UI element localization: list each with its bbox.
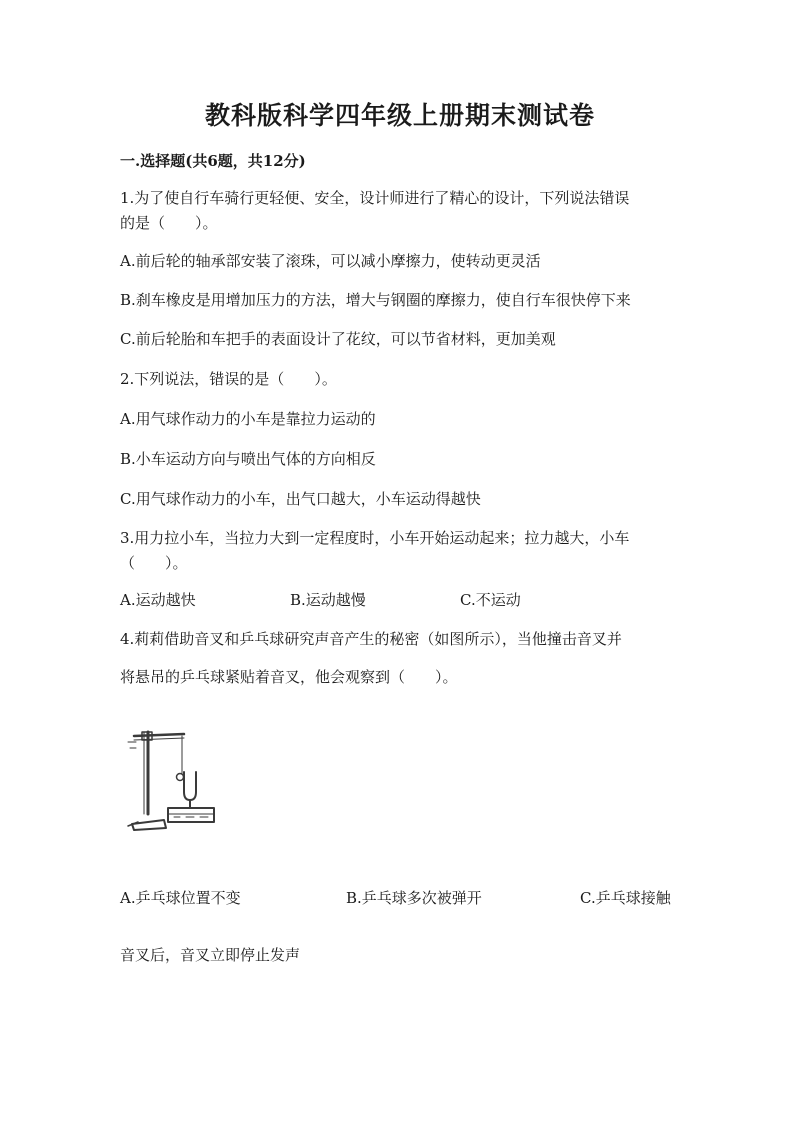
question-2-stem-line-1: 2.下列说法，错误的是（ ）。 <box>120 370 337 388</box>
question-3-stem-line-1: 3.用力拉小车，当拉力大到一定程度时，小车开始运动起来；拉力越大，小车 <box>120 529 630 547</box>
page-title: 教科版科学四年级上册期末测试卷 <box>204 101 595 130</box>
question-4-stem-line-1: 4.莉莉借助音叉和乒乓球研究声音产生的秘密（如图所示），当他撞击音叉并 <box>120 630 622 648</box>
question-4-option-c-continuation: 音叉后，音叉立即停止发声 <box>120 946 301 964</box>
question-4-option-b: B.乒乓球多次被弹开 <box>346 889 482 907</box>
question-1-option-b: B.刹车橡皮是用增加压力的方法，增大与钢圈的摩擦力，使自行车很快停下来 <box>120 291 631 309</box>
section-heading: 一.选择题(共6题，共12分) <box>120 152 306 170</box>
question-4-option-c: C.乒乓球接触 <box>580 889 671 907</box>
question-4-option-a: A.乒乓球位置不变 <box>120 889 241 907</box>
question-1-stem-line-2: 的是（ ）。 <box>120 214 218 232</box>
question-3-option-c: C.不运动 <box>460 591 521 609</box>
question-1-option-c: C.前后轮胎和车把手的表面设计了花纹，可以节省材料，更加美观 <box>120 330 556 348</box>
question-2-option-a: A.用气球作动力的小车是靠拉力运动的 <box>120 410 376 428</box>
question-3-stem-line-2: （ ）。 <box>120 554 188 572</box>
question-2-option-b: B.小车运动方向与喷出气体的方向相反 <box>120 450 376 468</box>
question-2-option-c: C.用气球作动力的小车，出气口越大，小车运动得越快 <box>120 490 481 508</box>
tuning-fork-pingpong-apparatus-icon <box>124 722 220 834</box>
question-4-stem-line-2: 将悬吊的乒乓球紧贴着音叉，他会观察到（ ）。 <box>120 668 458 686</box>
question-3-option-a: A.运动越快 <box>120 591 196 609</box>
question-1-option-a: A.前后轮的轴承部安装了滚珠，可以减小摩擦力，使转动更灵活 <box>120 252 541 270</box>
question-1-stem-line-1: 1.为了使自行车骑行更轻便、安全，设计师进行了精心的设计，下列说法错误 <box>120 189 630 207</box>
question-3-option-b: B.运动越慢 <box>290 591 366 609</box>
